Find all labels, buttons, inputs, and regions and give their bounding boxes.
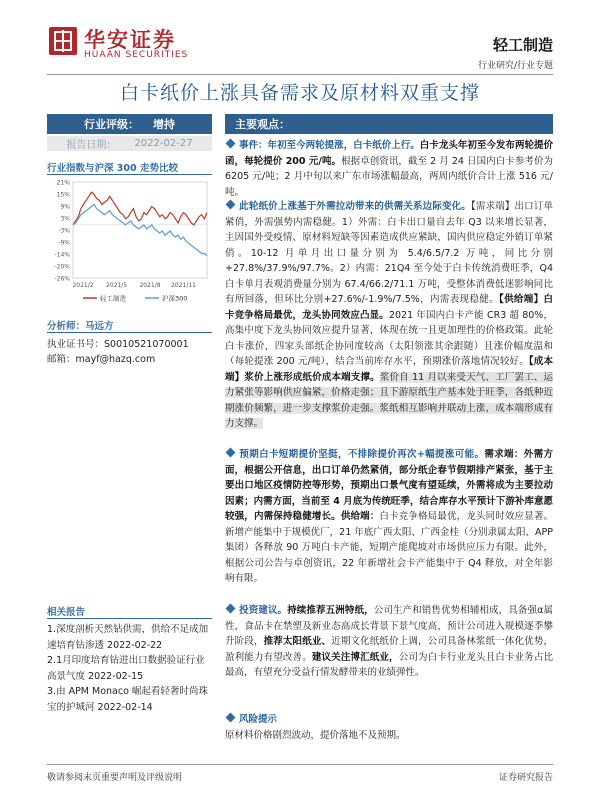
chart-y-tick-label: -14% (54, 251, 70, 259)
logo-icon (49, 27, 77, 55)
paragraph-heading: 此轮纸价上涨基于外需拉动带来的供需关系边际变化。 (239, 201, 471, 212)
chart-y-tick-label: 9% (60, 203, 70, 211)
chart-y-tick-label: -20% (54, 263, 70, 271)
chart-y-tick-label: 15% (56, 191, 70, 199)
paragraph-heading: 投资建议。 (239, 605, 288, 616)
chart-y-tick-label: 3% (60, 215, 70, 223)
report-title: 白卡纸价上涨具备需求及原材料双重支撑 (119, 82, 480, 104)
paragraph-text: 2021 年国内白卡产能 CR3 超 80%，高集中度下龙头协同效应提升显著，体现在统一且更加理性的价格政策。此轮白卡涨价，四家头部纸企协同度较高（太阳领涨其余跟随）且涨价幅度温和（每轮提涨 200 元/吨），结合当前库存水平，预期涨价落地情况较好。 (225, 309, 553, 367)
bullet-icon (226, 713, 236, 723)
related-report-item[interactable]: 2.1月印度培育钻进出口数据验证行业高景气度 2022-02-15 (47, 655, 205, 682)
footer-disclaimer: 敬请参阅末页重要声明及评级说明 (47, 773, 183, 783)
report-date-value: 2022-02-27 (134, 138, 193, 149)
paragraph-bold: 【成本端】浆价上涨形成纸价成本端支撑。 (225, 356, 553, 383)
related-report-item[interactable]: 3.由 APM Monaco 崛起看轻奢时尚珠宝的护城河 2022-02-14 (47, 686, 208, 713)
related-reports-divider (47, 618, 212, 619)
brand-name: 华安证券 (84, 27, 176, 52)
paragraph-bold: 供给端： (340, 511, 380, 522)
paragraph-bold: 推荐太阳纸业、 (263, 636, 332, 647)
bullet-icon (226, 200, 236, 210)
paragraph-event (225, 138, 553, 200)
chart-series-line (73, 192, 207, 225)
chart-legend-label: 沪深300 (162, 294, 188, 303)
paragraph-investment (225, 603, 553, 681)
paragraph-outlook (225, 447, 553, 587)
paragraph-text: 【需求端】出口订单紧俏，外需强势内需稳健。1）外需：白卡出口量自去年 Q3 以来增长显著，主因国外受疫情、原材料短缺等因素造成供应紧缺，国内供应稳定外销订单紧俏。10-12 月单月出口量分别为 5.4/6.5/7.2 万吨，同比分别+27.8%/37.9%/97.7%。2）内需：21Q4 至今处于白卡传统消费旺季，Q4 白卡单月表观消费量分别为 67.4/66.2/71.1 万吨，受整体消费低迷影响同比有所回落，但环比分别+27.6%/-1.9%/7.5%，内需表现稳健。 (225, 201, 553, 305)
analyst-divider (47, 332, 212, 333)
chart-y-tick-label: -3% (58, 227, 70, 235)
chart-series-line (73, 205, 207, 256)
chart-y-tick-label: 21% (56, 179, 70, 187)
paragraph-bold: 持续推荐五洲特纸， (287, 605, 374, 616)
related-reports-title: 相关报告 (47, 607, 86, 618)
paragraph-heading: 风险提示 (239, 714, 278, 725)
chart-x-tick-label: 2021/5 (105, 282, 128, 289)
analyst-cert-number: S0010521070001 (104, 339, 189, 350)
related-reports-list (47, 622, 212, 715)
related-report-item[interactable]: 1.深度剖析天然钻供需，供给不足成加速培育钻渗透 2022-02-22 (47, 624, 209, 651)
paragraph-text: 公司生产和销售优势相辅相成，具备强α属性，食品卡在禁塑及新业态高成长背景下景气度高，预计公司进入规模逐季攀升阶段， (225, 605, 553, 647)
chart-legend-label: 轻工制造 (100, 294, 126, 303)
brand-name-en: HUAAN SECURITIES (84, 50, 189, 60)
chart-x-tick-label: 2021/8 (139, 282, 161, 289)
chart-section-divider (47, 174, 212, 175)
report-date-label: 报告日期： (66, 140, 117, 151)
bullet-icon (226, 139, 236, 149)
footer-label: 证券研究报告 (498, 773, 553, 783)
bullet-icon (226, 448, 236, 458)
paragraph-text: 原材料价格剧烈波动，提价落地不及预期。 (225, 729, 406, 741)
header-divider (47, 74, 553, 75)
analyst-email (47, 351, 155, 365)
chart-x-tick-label: 2021/11 (171, 282, 197, 289)
paragraph-supply-demand (225, 199, 553, 432)
chart-section-title: 行业指数与沪深 300 走势比较 (47, 163, 178, 174)
rating-value: 增持 (153, 118, 175, 131)
paragraph-bold: 白卡龙头年初至今发布两轮提价函，每轮提价 200 元/吨。 (225, 140, 553, 167)
rating-label: 行业评级： (84, 118, 139, 131)
analyst-name: 马远方 (85, 321, 114, 332)
industry-label: 轻工制造 (492, 36, 553, 54)
paragraph-bold: 需求端：外需方面，根据公开信息，出口订单仍然紧俏，部分纸企春节假期排产紧张，基于主要出口地区疫情防控等形势，预期出口景气度有望延续，外需将成为主要拉动因素；内需方面，当前至 4 月底为传统旺季，结合库存水平预计下游补库意愿较强，内需保持稳健增长。 (225, 449, 553, 522)
paragraph-text: 根据卓创资讯，截至 2 月 24 日国内白卡参考价为 6205 元/吨；2 月中旬以来广东市场涨幅最高，两周内纸价合计上涨 516 元/吨。 (225, 155, 553, 198)
analyst-email-address[interactable]: mayf@hazq.com (75, 354, 156, 365)
main-views-heading: 主要观点： (225, 114, 553, 134)
paragraph-text: 公司为白卡行业龙头且白卡业务占比最高，有望充分受益行情发酵带来的业绩弹性。 (225, 651, 553, 678)
chart-x-tick-label: 2021/2 (72, 282, 94, 289)
analyst-heading-label: 分析师： (47, 321, 86, 332)
analyst-heading (47, 318, 114, 332)
chart-y-tick-label: -9% (58, 239, 70, 247)
analyst-cert-label: 执业证书号： (47, 339, 105, 350)
chart-plot-frame (73, 182, 207, 278)
industry-rating (47, 114, 212, 134)
report-type: 行业研究/行业专题 (477, 61, 553, 71)
paragraph-text: 近期文化纸纸价上调，公司具备林浆纸一体化优势，盈利能力有望改善。 (225, 636, 553, 663)
index-comparison-chart (47, 178, 212, 308)
analyst-email-label: 邮箱： (47, 354, 76, 365)
paragraph-risk (225, 712, 553, 743)
bullet-icon (226, 604, 236, 614)
paragraph-bold: 【供给端】白卡竞争格局最优，龙头协同效应凸显。 (225, 294, 553, 321)
report-date (47, 136, 212, 151)
paragraph-heading: 预期白卡短期提价坚挺，不排除提价再次+幅提涨可能。 (239, 449, 485, 460)
paragraph-text: 浆价自 11 月以来受天气、工厂罢工、运力紧张等影响供应偏紧，价格走强；且下游原纸生产基本处于旺季，各纸种近期涨价频繁，进一步支撑浆价走强。浆纸相互影响并联动上涨，成本端形成有力支撑。 (225, 371, 553, 429)
paragraph-text: 白卡竞争格局最优，龙头同时效应显著。新增产能集中于规模优厂，21 年底广西太阳、广西金桂（分别隶属太阳、APP 集团）各释放 90 万吨白卡产能，短期产能爬坡对市场供应压力有限。此外，根据公司公告与卓创资讯，22 年新增社会卡产能集中于 Q4 释放，对全年影响有限。 (225, 511, 553, 584)
footer-divider (47, 764, 553, 765)
paragraph-heading: 事件：年初至今两轮提涨，白卡纸价上行。 (239, 140, 420, 151)
paragraph-bold: 建议关注博汇纸业， (311, 651, 399, 663)
chart-y-tick-label: -26% (54, 275, 70, 283)
analyst-cert (47, 336, 189, 350)
